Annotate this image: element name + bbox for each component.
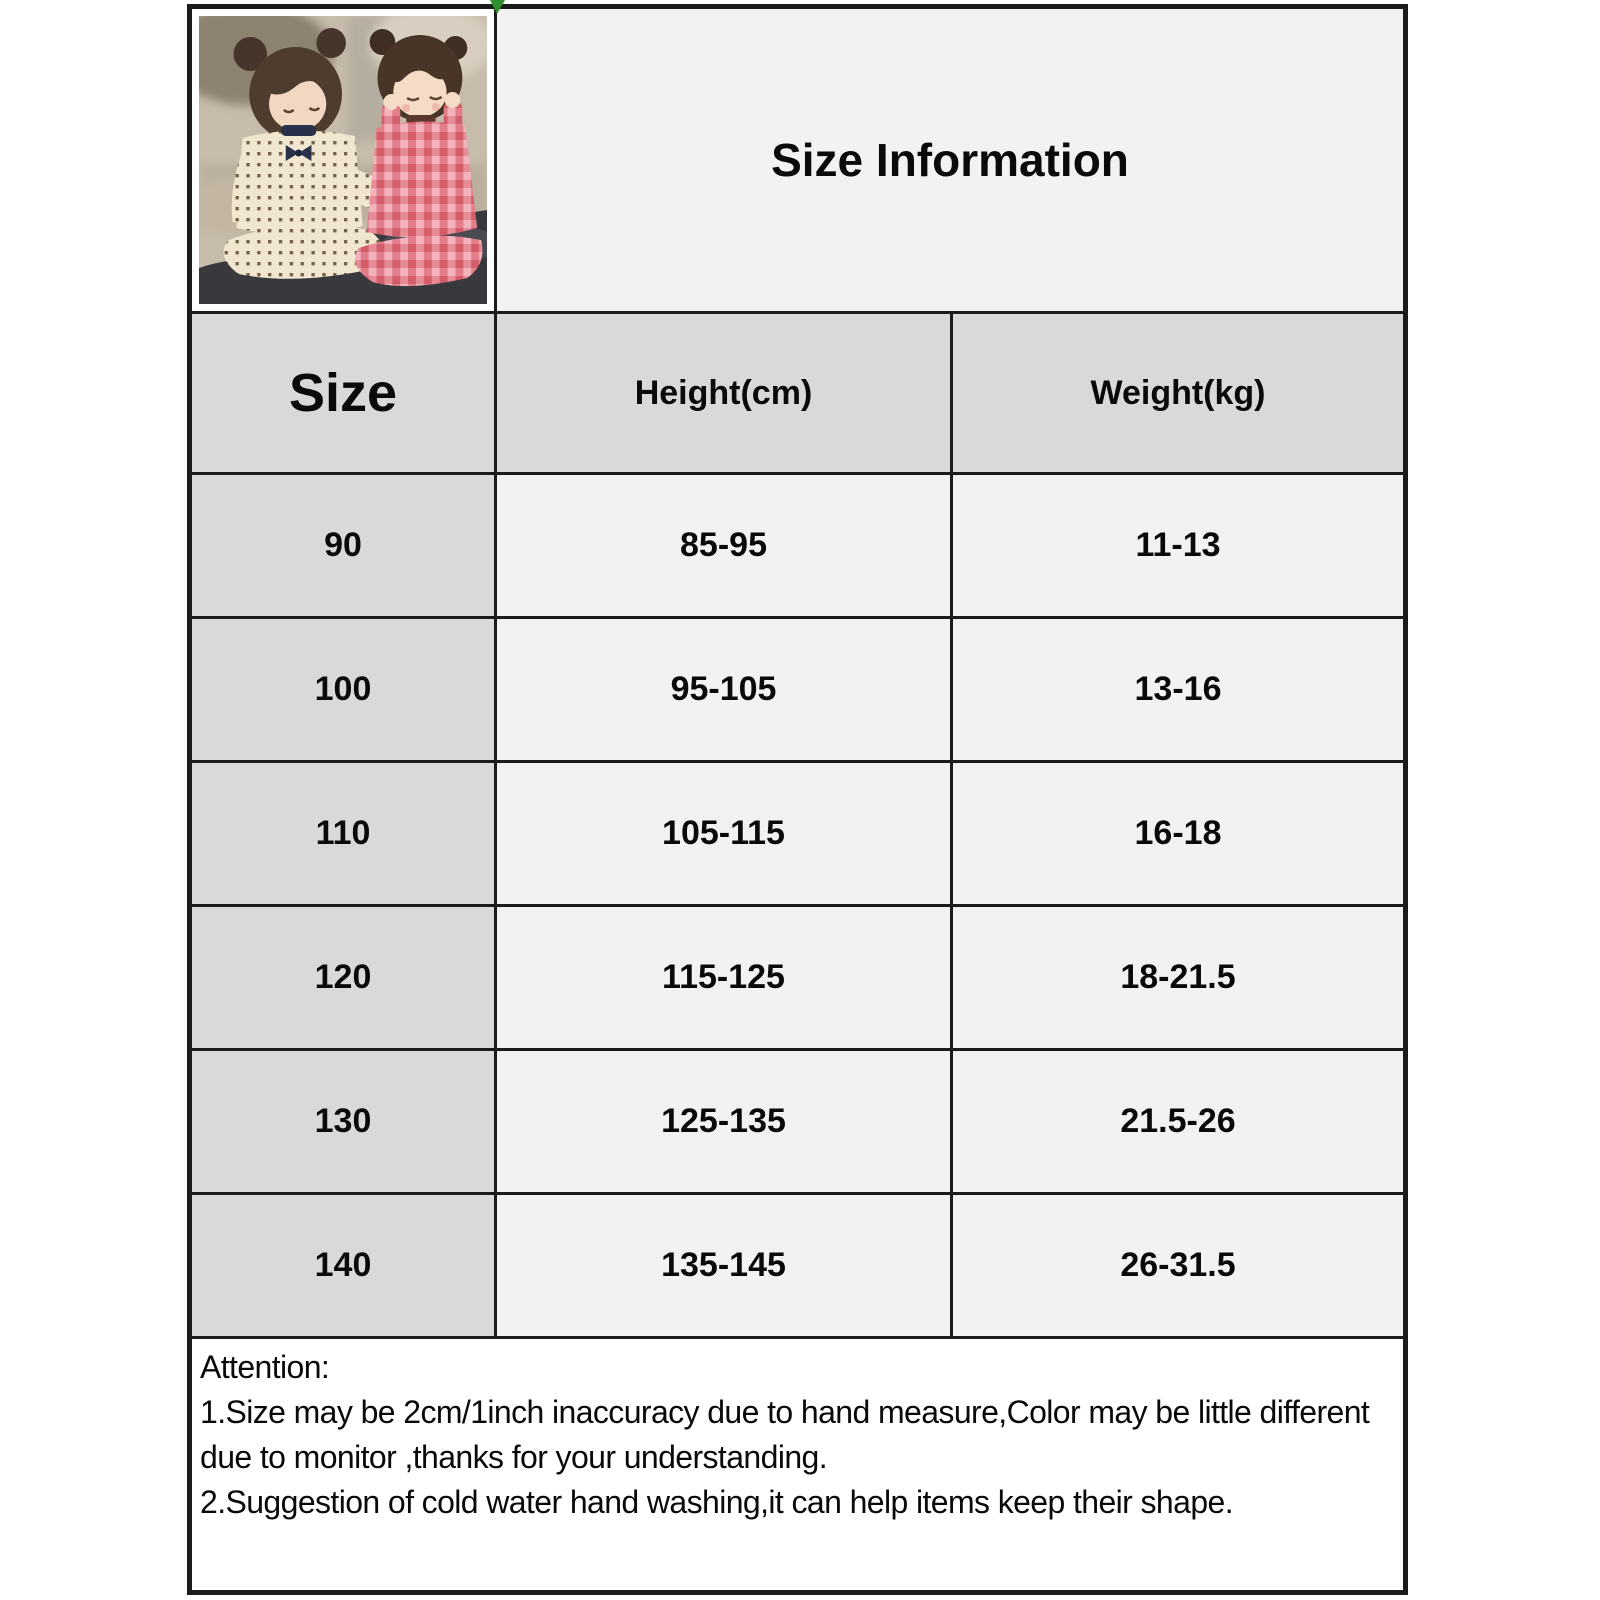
weight-cell: 13-16 <box>953 619 1403 760</box>
table-row <box>192 1195 1403 1339</box>
attention-heading: Attention: <box>200 1349 330 1385</box>
table-row <box>192 475 1403 619</box>
size-cell: 130 <box>192 1051 497 1192</box>
table-row <box>192 1051 1403 1195</box>
height-cell: 95-105 <box>497 619 953 760</box>
weight-cell: 18-21.5 <box>953 907 1403 1048</box>
product-photo-cell <box>192 9 497 311</box>
height-cell: 115-125 <box>497 907 953 1048</box>
table-header-row <box>192 314 1403 475</box>
weight-cell: 21.5-26 <box>953 1051 1403 1192</box>
photo-title-row <box>192 9 1403 314</box>
attention-note: 1.Size may be 2cm/1inch inaccuracy due to hand measure,Color may be little different due to monitor ,thanks for your understanding. <box>200 1394 1370 1475</box>
attention-text-block <box>192 1339 1403 1590</box>
weight-cell: 26-31.5 <box>953 1195 1403 1336</box>
size-cell: 90 <box>192 475 497 616</box>
attention-note: 2.Suggestion of cold water hand washing,it can help items keep their shape. <box>200 1484 1234 1520</box>
size-information-table <box>187 4 1408 1595</box>
column-header-size: Size <box>192 314 497 472</box>
table-row <box>192 763 1403 907</box>
green-corner-marker-icon <box>490 0 505 14</box>
height-cell: 125-135 <box>497 1051 953 1192</box>
size-cell: 110 <box>192 763 497 904</box>
size-cell: 140 <box>192 1195 497 1336</box>
attention-row <box>192 1339 1403 1590</box>
height-cell: 105-115 <box>497 763 953 904</box>
column-header-height: Height(cm) <box>497 314 953 472</box>
table-row <box>192 907 1403 1051</box>
height-cell: 85-95 <box>497 475 953 616</box>
product-photo <box>199 16 487 304</box>
weight-cell: 11-13 <box>953 475 1403 616</box>
column-header-weight: Weight(kg) <box>953 314 1403 472</box>
table-row <box>192 619 1403 763</box>
weight-cell: 16-18 <box>953 763 1403 904</box>
size-cell: 100 <box>192 619 497 760</box>
page-title: Size Information <box>497 9 1403 311</box>
height-cell: 135-145 <box>497 1195 953 1336</box>
size-cell: 120 <box>192 907 497 1048</box>
